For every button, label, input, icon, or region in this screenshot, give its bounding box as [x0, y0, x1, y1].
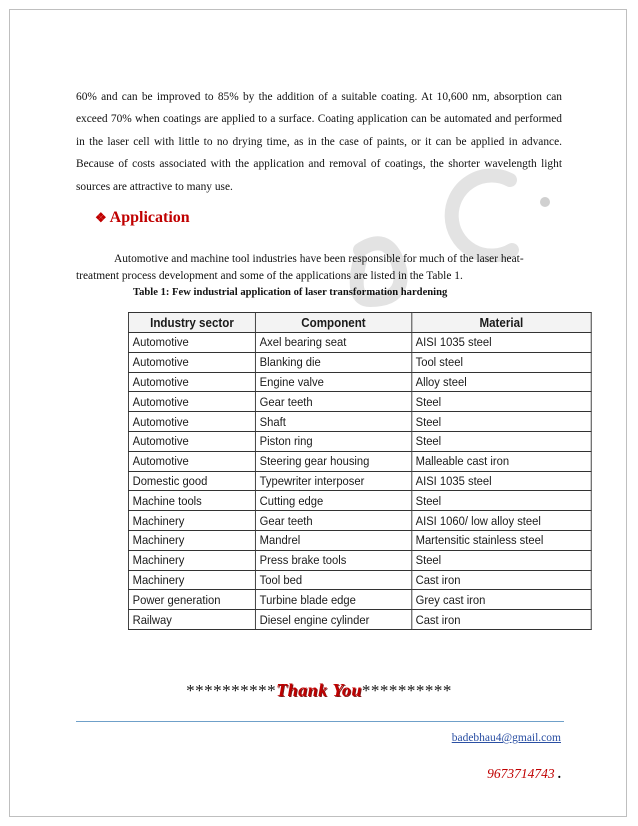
- table-row: [128, 570, 591, 590]
- cell-component: Shaft: [256, 412, 412, 432]
- table-row: [128, 412, 591, 432]
- section-heading: [95, 209, 190, 227]
- table-row: [128, 352, 591, 372]
- table-row: [128, 471, 591, 491]
- table-row: [128, 392, 591, 412]
- cell-industry-sector: Domestic good: [128, 471, 255, 491]
- table-row: [128, 431, 591, 451]
- cell-material: Cast iron: [411, 610, 591, 630]
- cell-component: Steering gear housing: [256, 451, 412, 471]
- cell-industry-sector: Automotive: [128, 451, 255, 471]
- thank-you-text: Thank You: [276, 680, 362, 700]
- cell-industry-sector: Railway: [128, 610, 255, 630]
- cell-industry-sector: Machinery: [128, 530, 255, 550]
- cell-industry-sector: Automotive: [128, 392, 255, 412]
- footer-divider: [76, 721, 564, 722]
- intro-paragraph: 60% and can be improved to 85% by the addition of a suitable coating. At 10,600 nm, absorption can exceed 70% when coatings are applied to a surface. Coating application can be automated and performed in the laser cell with little to no drying time, as in the case of paints, or it can be applied in advance. Because of costs associated with the application and removal of coatings, the shorter wavelength light sources are attractive to many use.: [76, 91, 562, 193]
- table-row: [128, 550, 591, 570]
- cell-component: Mandrel: [256, 530, 412, 550]
- cell-material: AISI 1035 steel: [411, 471, 591, 491]
- table-row: [128, 333, 591, 353]
- cell-industry-sector: Automotive: [128, 431, 255, 451]
- cell-material: Martensitic stainless steel: [411, 530, 591, 550]
- table-row: [128, 372, 591, 392]
- table-row: [128, 530, 591, 550]
- cell-material: Steel: [411, 392, 591, 412]
- cell-material: AISI 1035 steel: [411, 333, 591, 353]
- cell-industry-sector: Automotive: [128, 412, 255, 432]
- section-paragraph-text: Automotive and machine tool industries have been responsible for much of the laser heat-treatment process development and some of the applications are listed in the Table 1.: [76, 253, 524, 282]
- cell-component: Typewriter interposer: [256, 471, 412, 491]
- cell-material: Grey cast iron: [411, 590, 591, 610]
- cell-component: Gear teeth: [256, 392, 412, 412]
- cell-component: Press brake tools: [256, 550, 412, 570]
- cell-material: Steel: [411, 550, 591, 570]
- table-row: [128, 491, 591, 511]
- table-header-row: [128, 313, 591, 333]
- cell-industry-sector: Automotive: [128, 372, 255, 392]
- cell-component: Engine valve: [256, 372, 412, 392]
- phone-text: 9673714743: [487, 766, 555, 781]
- cell-industry-sector: Machinery: [128, 511, 255, 531]
- diamond-bullet-icon: ❖: [95, 210, 107, 225]
- cell-material: Steel: [411, 491, 591, 511]
- phone-suffix: .: [557, 766, 561, 781]
- cell-industry-sector: Machinery: [128, 550, 255, 570]
- cell-industry-sector: Machinery: [128, 570, 255, 590]
- cell-industry-sector: Power generation: [128, 590, 255, 610]
- cell-component: Blanking die: [256, 352, 412, 372]
- email-link[interactable]: badebhau4@gmail.com: [451, 732, 561, 744]
- cell-material: Steel: [411, 431, 591, 451]
- cell-industry-sector: Automotive: [128, 352, 255, 372]
- table-caption: Table 1: Few industrial application of laser transformation hardening: [133, 287, 448, 298]
- table-body: [128, 333, 591, 630]
- cell-component: Diesel engine cylinder: [256, 610, 412, 630]
- cell-industry-sector: Automotive: [128, 333, 255, 353]
- cell-component: Piston ring: [256, 431, 412, 451]
- phone-number: [487, 766, 561, 782]
- stars-left: **********: [186, 681, 277, 700]
- table-row: [128, 451, 591, 471]
- data-table: [128, 312, 592, 630]
- cell-component: Turbine blade edge: [256, 590, 412, 610]
- section-heading-text: Application: [109, 209, 190, 226]
- cell-component: Cutting edge: [256, 491, 412, 511]
- header-material: Material: [411, 313, 591, 333]
- header-component: Component: [256, 313, 412, 333]
- cell-component: Tool bed: [256, 570, 412, 590]
- table-row: [128, 511, 591, 531]
- thank-you-line: [0, 680, 638, 701]
- cell-material: Steel: [411, 412, 591, 432]
- cell-material: Alloy steel: [411, 372, 591, 392]
- cell-material: Tool steel: [411, 352, 591, 372]
- header-industry-sector: Industry sector: [128, 313, 255, 333]
- cell-material: Malleable cast iron: [411, 451, 591, 471]
- stars-right: **********: [361, 681, 452, 700]
- cell-material: Cast iron: [411, 570, 591, 590]
- table-row: [128, 590, 591, 610]
- table-container: [127, 312, 593, 640]
- table-row: [128, 610, 591, 630]
- cell-component: Axel bearing seat: [256, 333, 412, 353]
- section-paragraph: [76, 251, 566, 285]
- cell-component: Gear teeth: [256, 511, 412, 531]
- cell-industry-sector: Machine tools: [128, 491, 255, 511]
- cell-material: AISI 1060/ low alloy steel: [411, 511, 591, 531]
